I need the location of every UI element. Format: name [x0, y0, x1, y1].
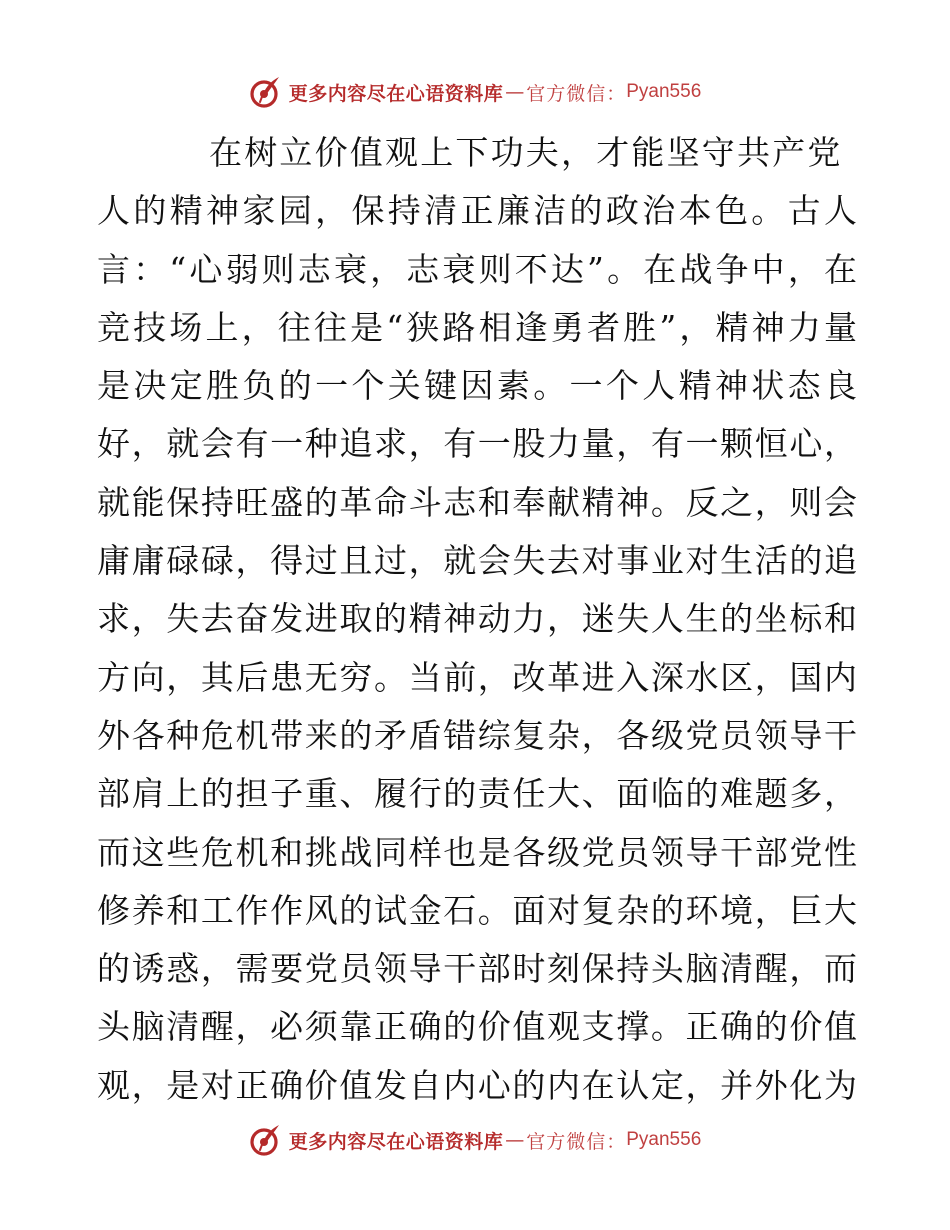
paragraph-line: 外各种危机带来的矛盾错综复杂，各级党员领导干	[97, 715, 857, 755]
paragraph-line: 而这些危机和挑战同样也是各级党员领导干部党性	[97, 832, 857, 872]
wechat-id: Pyan556	[626, 81, 702, 102]
banner-text	[289, 79, 702, 106]
wechat-label: 官方微信：	[526, 1130, 627, 1153]
promo-text: 更多内容尽在心语资料库	[288, 82, 504, 105]
wechat-label: 官方微信：	[526, 82, 627, 105]
paragraph-line: 修养和工作作风的试金石。面对复杂的环境，巨大	[97, 890, 857, 930]
paragraph-line: 头脑清醒，必须靠正确的价值观支撑。正确的价值	[97, 1007, 857, 1047]
paragraph-line: 的诱惑，需要党员领导干部时刻保持头脑清醒，而	[97, 949, 857, 989]
quill-pen-logo-icon	[249, 75, 283, 109]
banner-separator: —	[505, 1129, 525, 1151]
paragraph-line: 求，失去奋发进取的精神动力，迷失人生的坐标和	[97, 599, 857, 639]
banner-text	[289, 1127, 702, 1154]
paragraph-line: 庸庸碌碌，得过且过，就会失去对事业对生活的追	[97, 541, 857, 581]
banner-separator: —	[505, 81, 525, 103]
paragraph-line: 观，是对正确价值发自内心的内在认定，并外化为	[97, 1065, 857, 1105]
quill-pen-logo-icon	[249, 1123, 283, 1157]
document-body	[97, 124, 857, 1115]
paragraph-line: 在树立价值观上下功夫，才能坚守共产党	[209, 133, 843, 172]
paragraph-line: 就能保持旺盛的革命斗志和奉献精神。反之，则会	[97, 482, 857, 522]
paragraph-line: 是决定胜负的一个关键因素。一个人精神状态良	[97, 366, 857, 406]
footer-watermark-banner	[0, 1120, 950, 1160]
header-watermark-banner	[0, 72, 950, 112]
paragraph-line: 竞技场上，往往是“狭路相逢勇者胜”，精神力量	[97, 307, 857, 347]
paragraph-line: 言：“心弱则志衰，志衰则不达”。在战争中，在	[97, 249, 857, 289]
wechat-id: Pyan556	[626, 1129, 702, 1150]
paragraph-line: 方向，其后患无穷。当前，改革进入深水区，国内	[97, 657, 857, 697]
paragraph-line: 人的精神家园，保持清正廉洁的政治本色。古人	[97, 191, 857, 231]
paragraph-line: 部肩上的担子重、履行的责任大、面临的难题多，	[97, 774, 857, 814]
paragraph-line: 好，就会有一种追求，有一股力量，有一颗恒心，	[97, 424, 857, 464]
promo-text: 更多内容尽在心语资料库	[288, 1130, 504, 1153]
